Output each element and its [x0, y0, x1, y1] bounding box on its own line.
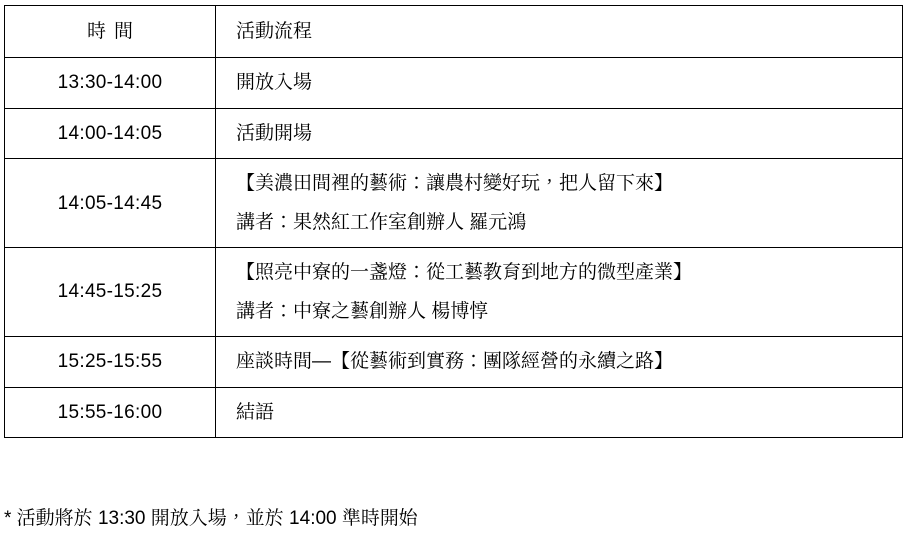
row-activity-cell	[216, 248, 903, 337]
header-label-activity: 活動流程	[236, 21, 313, 42]
activity-line: 座談時間—【從藝術到實務：團隊經營的永續之路】	[236, 351, 674, 373]
activity-line: 結語	[236, 401, 275, 423]
header-label-time: 時間	[86, 21, 141, 42]
row-time-label: 13:30-14:00	[57, 72, 163, 94]
schedule-table-body	[5, 6, 903, 438]
row-time-label: 14:05-14:45	[57, 192, 163, 214]
row-time-label: 15:55-16:00	[57, 401, 163, 423]
table-row	[5, 108, 903, 158]
row-activity-content	[216, 388, 902, 437]
row-activity-content	[216, 159, 902, 247]
row-time-label: 14:45-15:25	[57, 281, 163, 303]
activity-line: 【照亮中寮的一盞燈：從工藝教育到地方的微型產業】	[236, 262, 693, 284]
table-row	[5, 159, 903, 248]
activity-line: 【美濃田間裡的藝術：讓農村變好玩，把人留下來】	[236, 173, 674, 195]
row-activity-cell	[216, 337, 903, 387]
header-cell-activity	[216, 6, 903, 58]
row-time-cell	[5, 337, 216, 387]
row-time-cell	[5, 159, 216, 248]
row-time-cell	[5, 108, 216, 158]
row-activity-content	[216, 109, 902, 158]
table-row	[5, 248, 903, 337]
table-header-row	[5, 6, 903, 58]
row-time-cell	[5, 387, 216, 437]
row-activity-content	[216, 58, 902, 107]
row-activity-cell	[216, 159, 903, 248]
row-activity-cell	[216, 58, 903, 108]
event-schedule-table	[4, 5, 903, 438]
row-activity-cell	[216, 387, 903, 437]
row-time-label: 15:25-15:55	[57, 351, 163, 373]
activity-line: 開放入場	[236, 72, 313, 94]
row-activity-content	[216, 337, 902, 386]
activity-speaker-line: 講者：中寮之藝創辦人 楊博惇	[236, 300, 489, 322]
row-activity-cell	[216, 108, 903, 158]
table-row	[5, 387, 903, 437]
activity-speaker-line: 講者：果然紅工作室創辦人 羅元鴻	[236, 211, 527, 233]
activity-line: 活動開場	[236, 122, 313, 144]
row-time-label: 14:00-14:05	[57, 122, 163, 144]
row-time-cell	[5, 58, 216, 108]
header-cell-time	[5, 6, 216, 58]
schedule-footnote: * 活動將於 13:30 開放入場，並於 14:00 準時開始	[4, 508, 418, 529]
row-time-cell	[5, 248, 216, 337]
table-row	[5, 337, 903, 387]
row-activity-content	[216, 248, 902, 336]
table-row	[5, 58, 903, 108]
